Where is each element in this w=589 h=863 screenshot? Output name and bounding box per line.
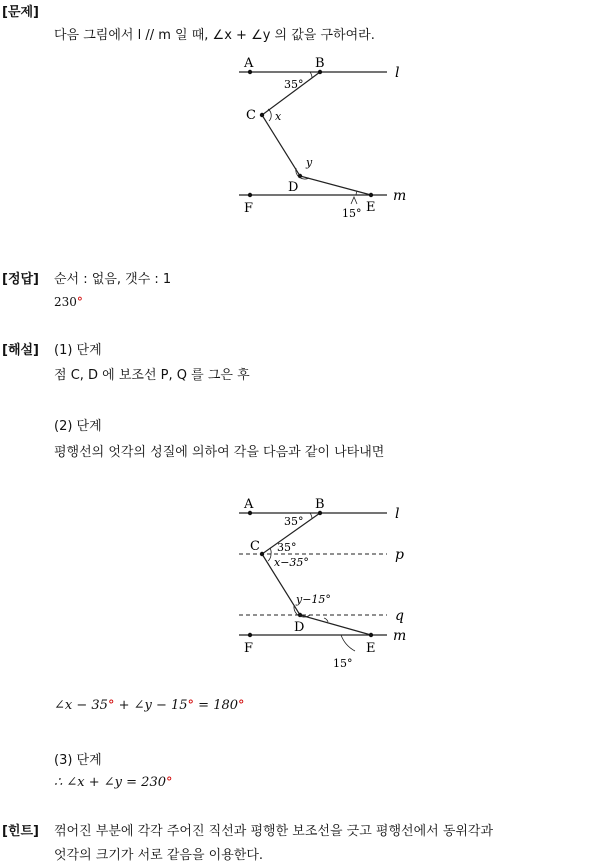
label-line-l: l xyxy=(395,65,400,81)
label-line-p: p xyxy=(395,547,404,563)
answer-value-line xyxy=(54,295,83,309)
step2-title: (2) 단계 xyxy=(54,419,102,434)
answer-value: 230 xyxy=(54,295,77,309)
label-angle-x: x xyxy=(275,110,282,123)
point-f-dot xyxy=(248,193,252,197)
step3-title: (3) 단계 xyxy=(54,753,102,768)
degree-mark-3: ° xyxy=(238,698,245,713)
label-e: E xyxy=(366,641,376,656)
label-angle-b: 35° xyxy=(284,515,304,528)
answer-tag: [정답] xyxy=(2,272,39,287)
label-line-l: l xyxy=(395,506,400,522)
label-line-q: q xyxy=(395,608,404,624)
label-f: F xyxy=(244,641,254,656)
point-c-dot xyxy=(260,552,264,556)
label-e: E xyxy=(366,200,376,215)
solution-tag: [해설] xyxy=(2,343,39,358)
label-c: C xyxy=(250,539,260,554)
equation-1-term-y: + ∠y − 15 xyxy=(114,698,188,713)
problem-statement: 다음 그림에서 l // m 일 때, ∠x + ∠y 의 값을 구하여라. xyxy=(54,28,375,43)
equation-1-result: = 180 xyxy=(194,698,239,713)
label-angle-x-minus: x−35° xyxy=(274,556,309,569)
zigzag-path xyxy=(262,72,371,195)
angle-e-pointer xyxy=(351,197,357,204)
degree-mark-4: ° xyxy=(166,775,173,790)
angle-e-arc xyxy=(341,635,355,651)
label-angle-y: y xyxy=(306,156,313,169)
answer-meta: 순서 : 없음, 갯수 : 1 xyxy=(54,272,172,287)
step1-text: 점 C, D 에 보조선 P, Q 를 그은 후 xyxy=(54,368,250,383)
equation-2 xyxy=(54,775,173,790)
label-angle-c: 35° xyxy=(277,541,297,554)
step2-text: 평행선의 엇각의 성질에 의하여 각을 다음과 같이 나타내면 xyxy=(54,445,385,460)
label-angle-y-minus: y−15° xyxy=(296,593,331,606)
point-e-dot xyxy=(369,193,373,197)
label-b: B xyxy=(315,56,325,71)
point-c-dot xyxy=(260,113,264,117)
equation-1 xyxy=(54,698,245,713)
angle-xm-arc xyxy=(268,554,271,561)
equation-2-text: ∴ ∠x + ∠y = 230 xyxy=(54,775,166,790)
figure-1 xyxy=(0,0,589,240)
angle-b-arc xyxy=(310,513,312,519)
step1-title: (1) 단계 xyxy=(54,343,102,358)
label-angle-b: 35° xyxy=(284,78,304,91)
angle-c-arc xyxy=(270,548,271,554)
answer-degree-mark: ° xyxy=(76,295,83,309)
hint-tag: [힌트] xyxy=(2,824,39,839)
label-line-m: m xyxy=(393,188,407,204)
degree-mark-1: ° xyxy=(107,698,115,713)
label-f: F xyxy=(244,201,254,216)
label-c: C xyxy=(246,108,256,123)
label-angle-e: 15° xyxy=(333,657,353,670)
label-a: A xyxy=(244,56,254,71)
hint-line-2: 엇각의 크기가 서로 같음을 이용한다. xyxy=(54,848,264,863)
angle-b-arc xyxy=(310,72,312,78)
hint-line-1: 꺾어진 부분에 각각 주어진 직선과 평행한 보조선을 긋고 평행선에서 동위각과 xyxy=(54,824,494,839)
degree-mark-2: ° xyxy=(187,698,195,713)
point-f-dot xyxy=(248,633,252,637)
problem-tag: [문제] xyxy=(2,5,39,20)
zigzag-path xyxy=(262,513,371,635)
figure-2 xyxy=(0,480,589,680)
label-d: D xyxy=(294,620,305,635)
label-angle-e: 15° xyxy=(342,207,362,220)
point-e-dot xyxy=(369,633,373,637)
label-a: A xyxy=(244,497,254,512)
label-d: D xyxy=(288,180,299,195)
equation-1-term-x: ∠x − 35 xyxy=(54,698,108,713)
label-line-m: m xyxy=(393,628,407,644)
label-b: B xyxy=(315,497,325,512)
